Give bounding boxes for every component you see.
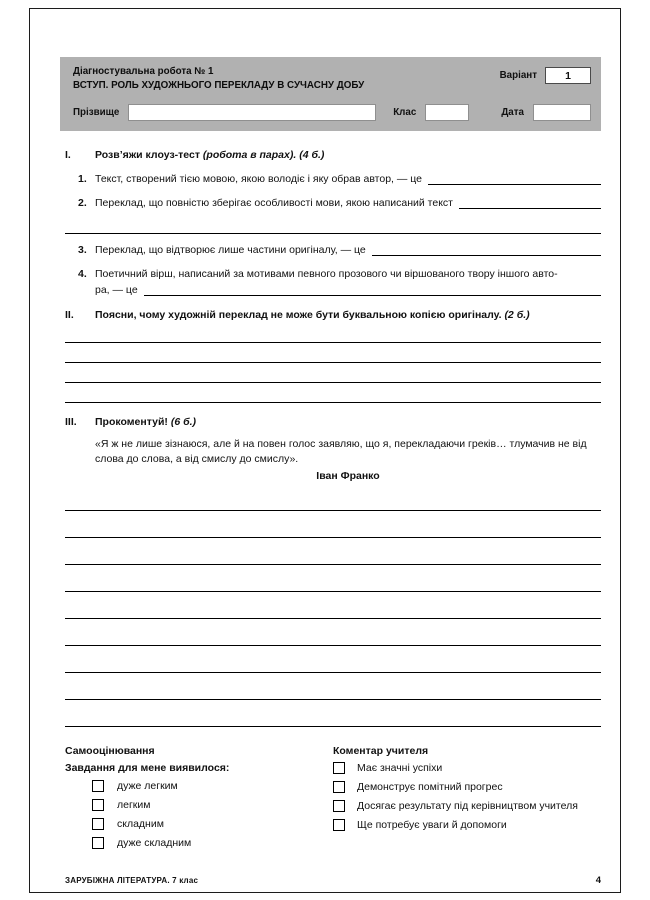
section-1-title-italic: (робота в парах).	[202, 149, 297, 162]
assessment-area	[65, 745, 601, 856]
option-label: дуже складним	[117, 836, 192, 849]
option-label: легким	[117, 798, 151, 811]
header-fields	[73, 104, 591, 121]
answer-line	[65, 592, 601, 619]
checkbox	[92, 799, 104, 811]
item-text-continuation: ра, — це	[95, 283, 138, 296]
variant-group	[500, 67, 591, 84]
page-footer	[65, 875, 601, 886]
quote-text: «Я ж не лише зізнаюся, але й на повен голос заявляю, що я, перекладаючи греків… тлумачив не від слова до слова, а від смислу до смислу».	[95, 438, 587, 466]
teacher-comment-option	[333, 819, 601, 831]
answer-line	[428, 184, 601, 185]
question-item-2	[78, 196, 601, 211]
checkbox	[92, 837, 104, 849]
self-assessment-title: Самооцінювання	[65, 744, 155, 757]
answer-line	[65, 673, 601, 700]
item-text: Переклад, що відтворює лише частини оригіналу, — це	[95, 244, 366, 257]
teacher-comment	[333, 745, 601, 856]
option-label: Має значні успіхи	[357, 761, 443, 774]
item-number: 1.	[78, 172, 87, 185]
self-assessment-option	[92, 818, 333, 830]
answer-line	[65, 700, 601, 727]
checkbox	[333, 819, 345, 831]
item-number: 2.	[78, 196, 87, 209]
section-3-title	[95, 415, 196, 430]
page-content	[65, 57, 601, 856]
answer-line	[65, 619, 601, 646]
teacher-comment-option	[333, 800, 601, 812]
self-assessment	[65, 745, 333, 856]
section-1-points: (4 б.)	[299, 149, 325, 162]
question-item-1	[78, 172, 601, 187]
work-title: Діагностувальна робота № 1	[73, 66, 214, 77]
answer-line	[459, 208, 601, 209]
answer-line	[65, 538, 601, 565]
section-3-heading	[65, 415, 601, 430]
work-subtitle: ВСТУП. РОЛЬ ХУДОЖНЬОГО ПЕРЕКЛАДУ В СУЧАСНУ ДОБУ	[73, 80, 365, 92]
answer-line	[65, 363, 601, 383]
option-label: Досягає результату під керівництвом учителя	[357, 799, 578, 812]
self-assessment-option	[92, 799, 333, 811]
section-1-numeral: I.	[65, 149, 71, 162]
header-top	[73, 65, 591, 93]
teacher-comment-title: Коментар учителя	[333, 744, 429, 757]
checkbox	[333, 762, 345, 774]
checkbox	[92, 818, 104, 830]
answer-line	[65, 511, 601, 538]
question-item-3	[78, 243, 601, 258]
variant-value-box: 1	[545, 67, 591, 84]
header	[60, 57, 601, 131]
item-number: 3.	[78, 244, 87, 257]
section-1-title-main: Розв’яжи клоуз-тест	[95, 149, 200, 162]
answer-line	[65, 220, 601, 234]
option-label: дуже легким	[117, 779, 178, 792]
surname-field	[128, 104, 376, 121]
checkbox	[333, 781, 345, 793]
self-assessment-option	[92, 780, 333, 792]
teacher-comment-option	[333, 762, 601, 774]
item-text: Поетичний вірш, написаний за мотивами певного прозового чи віршованого твору іншого авто-	[95, 268, 558, 281]
surname-label: Прізвище	[73, 107, 120, 119]
class-field	[425, 104, 469, 121]
answer-line	[65, 323, 601, 343]
cloze-test-items	[65, 172, 601, 298]
header-titles	[73, 65, 364, 93]
answer-line	[65, 646, 601, 673]
item-text: Текст, створений тією мовою, якою володіє і яку обрав автор, — це	[95, 172, 423, 185]
teacher-comment-option	[333, 781, 601, 793]
variant-label: Варіант	[499, 70, 537, 81]
section-2-points: (2 б.)	[504, 308, 530, 321]
answer-line	[65, 565, 601, 592]
section-2-title	[95, 308, 530, 323]
page-number: 4	[595, 875, 601, 886]
checkbox	[333, 800, 345, 812]
answer-line	[65, 484, 601, 511]
quote-attribution: Іван Франко	[316, 469, 380, 482]
option-label: Демонструє помітний прогрес	[357, 780, 503, 793]
option-label: Ще потребує уваги й допомоги	[357, 818, 507, 831]
answer-lines-section-3	[65, 484, 601, 727]
question-item-4	[78, 267, 601, 297]
section-3-numeral: III.	[65, 415, 77, 428]
item-text: Переклад, що повністю зберігає особливості мови, якою написаний текст	[95, 196, 453, 209]
item-number: 4.	[78, 268, 87, 281]
footer-book-title: ЗАРУБІЖНА ЛІТЕРАТУРА. 7 клас	[65, 876, 199, 885]
answer-line	[65, 383, 601, 403]
class-label: Клас	[393, 107, 417, 119]
section-1-heading	[65, 148, 601, 163]
section-1-title	[95, 148, 324, 163]
section-3-title-main: Прокоментуй!	[95, 415, 168, 428]
option-label: складним	[117, 817, 164, 830]
section-2-heading	[65, 308, 601, 323]
self-assessment-option	[92, 837, 333, 849]
section-2-numeral: II.	[65, 308, 74, 321]
self-assessment-subtitle: Завдання для мене виявилося:	[65, 761, 230, 774]
section-2-title-main: Поясни, чому художній переклад не може бути буквальною копією оригіналу.	[95, 308, 502, 321]
answer-lines-section-2	[65, 323, 601, 403]
checkbox	[92, 780, 104, 792]
date-label: Дата	[501, 107, 524, 119]
section-3-points: (6 б.)	[170, 415, 197, 428]
answer-line	[65, 343, 601, 363]
answer-line	[372, 255, 601, 256]
answer-line	[144, 295, 601, 296]
date-field	[533, 104, 591, 121]
